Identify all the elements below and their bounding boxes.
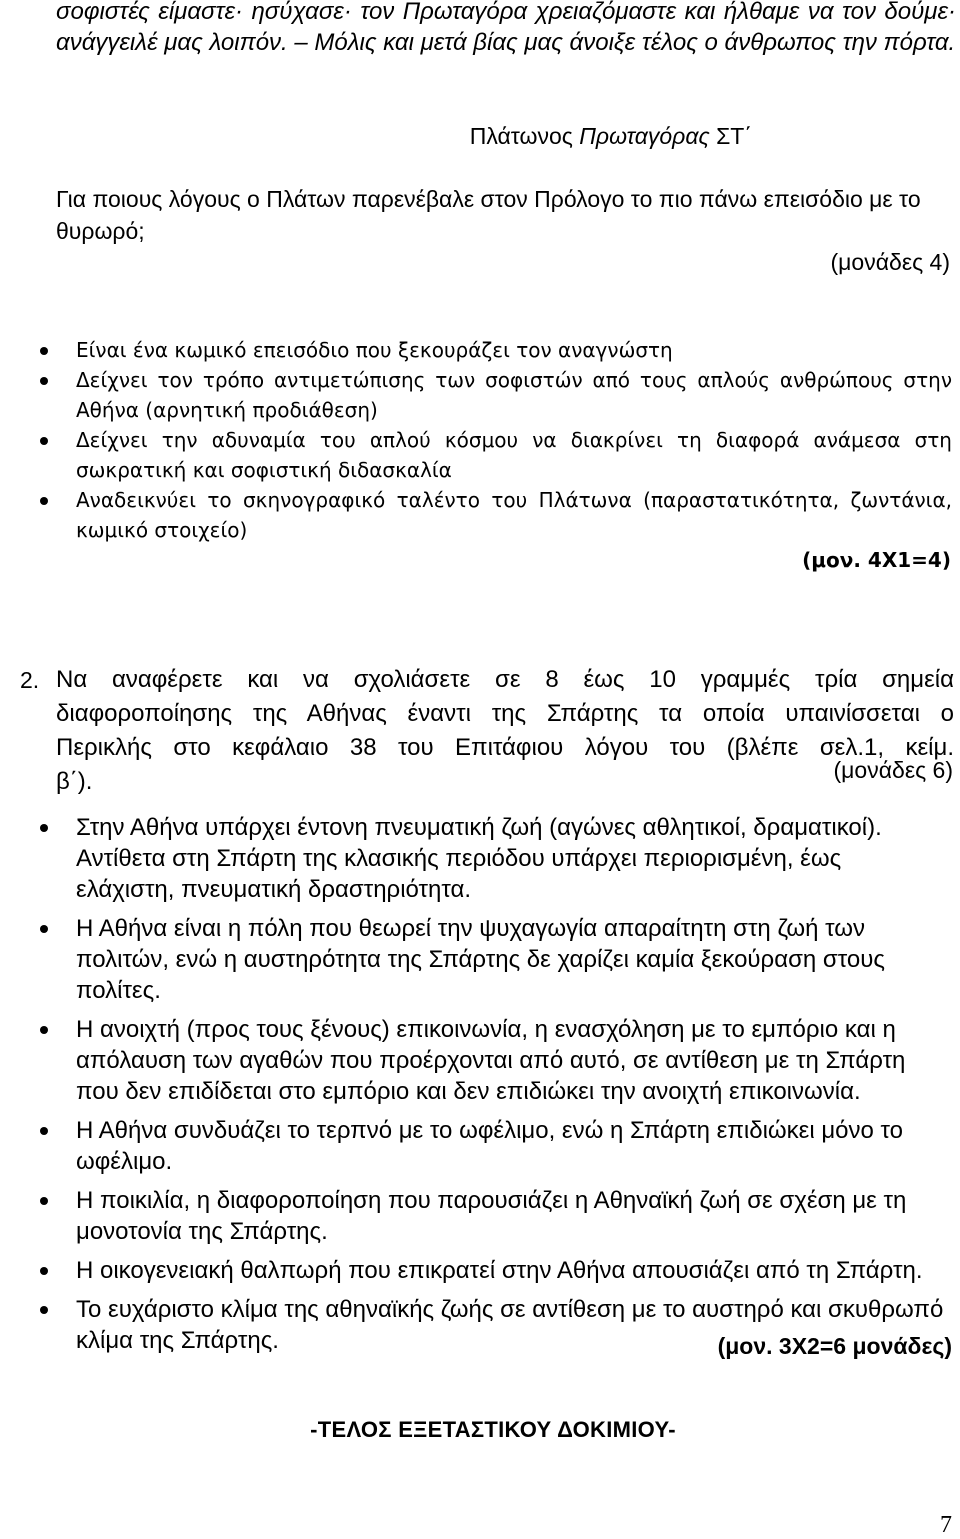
question-2-summary-marks: (μον. 3Χ2=6 μονάδες): [717, 1333, 952, 1359]
bullet-icon: [40, 1026, 48, 1034]
question-2-marks: (μονάδες 6): [833, 757, 953, 783]
answer-item: [0, 812, 960, 905]
question-1-summary-marks: (μον. 4Χ1=4): [802, 548, 951, 572]
source-citation: [0, 121, 752, 152]
answer-text: Στην Αθήνα υπάρχει έντονη πνευματική ζωή (αγώνες αθλητικοί, δραματικοί). Αντίθετα στη Σπάρτη της κλασικής περιόδου υπάρχει περιορισμένη, έως ελάχιστη, πνευματική δραστηριότητα.: [76, 814, 882, 903]
bullet-icon: [40, 437, 48, 445]
question-2-answer-list: [0, 812, 960, 1364]
answer-item: [0, 1014, 960, 1107]
answer-text: Δείχνει την αδυναμία του απλού κόσμου να διακρίνει τη διαφορά ανάμεσα στη σωκρατική και σοφιστική διδασκαλία: [76, 428, 952, 482]
source-author: Πλάτωνος: [469, 123, 573, 149]
answer-item: [0, 1115, 960, 1177]
bullet-icon: [40, 1127, 48, 1135]
bullet-icon: [40, 1197, 48, 1205]
bullet-icon: [40, 1306, 48, 1314]
answer-item: [0, 1255, 960, 1286]
answer-text: Η Αθήνα είναι η πόλη που θεωρεί την ψυχαγωγία απαραίτητη στη ζωή των πολιτών, ενώ η αυστηρότητα της Σπάρτης δε χαρίζει καμία ξεκούραση στους πολίτες.: [76, 915, 885, 1004]
question-1-answer-list: [0, 335, 960, 545]
narrative-passage: σοφιστές είμαστε· ησύχασε· τον Πρωταγόρα χρειαζόμαστε και ήλθαμε να τον δούμε· ανάγγειλέ μας λοιπόν. – Μόλις και μετά βίας μας άνοιξε τέλος ο άνθρωπος την πόρτα.: [56, 0, 956, 56]
answer-item: [0, 485, 960, 545]
question-2-text: Να αναφέρετε και να σχολιάσετε σε 8 έως 10 γραμμές τρία σημεία διαφοροποίησης της Αθήνας έναντι της Σπάρτης τα οποία υπαινίσσεται ο Περικλής στο κεφάλαιο 38 του Επιτάφιου λόγου του (βλέπε σελ.1, κείμ. β΄).: [56, 666, 954, 795]
answer-item: [0, 425, 960, 485]
answer-text: Η Αθήνα συνδυάζει το τερπνό με το ωφέλιμο, ενώ η Σπάρτη επιδιώκει μόνο το ωφέλιμο.: [76, 1117, 904, 1175]
answer-text: Η ανοιχτή (προς τους ξένους) επικοινωνία, η ενασχόληση με το εμπόριο και η απόλαυση των αγαθών που προέρχονται από αυτό, σε αντίθεση με τη Σπάρτη που δεν επιδίδεται στο εμπόριο και δεν επιδιώκει την ανοιχτή επικοινωνία.: [76, 1016, 906, 1105]
answer-text: Δείχνει τον τρόπο αντιμετώπισης των σοφιστών από τους απλούς ανθρώπους στην Αθήνα (αρνητική προδιάθεση): [76, 368, 952, 422]
bullet-icon: [40, 824, 48, 832]
answer-text: Είναι ένα κωμικό επεισόδιο που ξεκουράζει τον αναγνώστη: [76, 338, 673, 362]
exam-end-notice: -ΤΕΛΟΣ ΕΞΕΤΑΣΤΙΚΟΥ ΔΟΚΙΜΙΟΥ-: [310, 1417, 676, 1442]
answer-item: [0, 335, 960, 365]
answer-item: [0, 913, 960, 1006]
source-section: ΣΤ΄: [716, 123, 752, 149]
answer-text: Αναδεικνύει το σκηνογραφικό ταλέντο του Πλάτωνα (παραστατικότητα, ζωντάνια, κωμικό στοιχείο): [76, 488, 952, 542]
answer-item: [0, 1185, 960, 1247]
answer-text: Η ποικιλία, η διαφοροποίηση που παρουσιάζει η Αθηναϊκή ζωή σε σχέση με τη μονοτονία της Σπάρτης.: [76, 1187, 907, 1245]
bullet-icon: [40, 925, 48, 933]
question-1-marks: (μονάδες 4): [830, 249, 950, 275]
answer-text: Η οικογενειακή θαλπωρή που επικρατεί στην Αθήνα απουσιάζει από τη Σπάρτη.: [76, 1257, 923, 1284]
question-2-number: 2.: [20, 667, 40, 693]
question-1-text: Για ποιους λόγους ο Πλάτων παρενέβαλε στον Πρόλογο το πιο πάνω επεισόδιο με το θυρωρό;: [56, 186, 921, 244]
page-number: 7: [940, 1512, 952, 1538]
source-work: Πρωταγόρας: [579, 123, 710, 149]
answer-text: Το ευχάριστο κλίμα της αθηναϊκής ζωής σε αντίθεση με το αυστηρό και σκυθρωπό κλίμα της Σπάρτης.: [76, 1296, 944, 1354]
answer-item: [0, 365, 960, 425]
bullet-icon: [40, 377, 48, 385]
bullet-icon: [40, 347, 48, 355]
bullet-icon: [40, 1267, 48, 1275]
bullet-icon: [40, 497, 48, 505]
